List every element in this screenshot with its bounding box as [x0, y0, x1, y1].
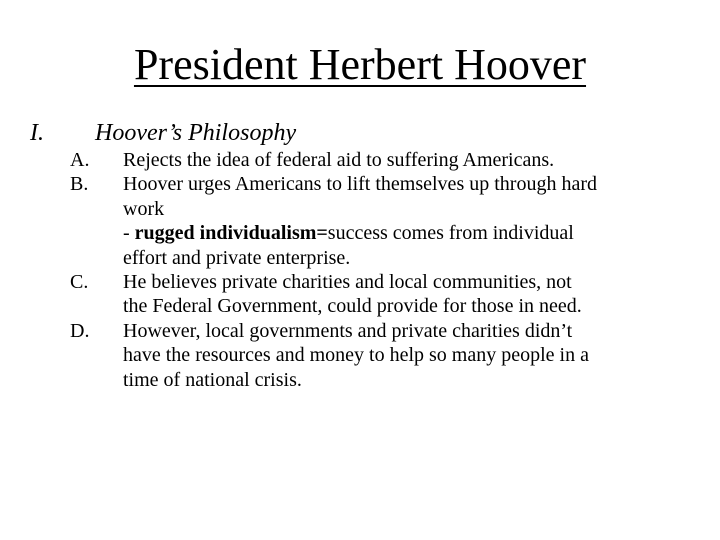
sub-point	[123, 221, 703, 245]
slide-title: President Herbert Hoover	[133, 40, 587, 89]
item-text	[123, 270, 703, 319]
item-line: However, local governments and private charities didn’t	[123, 319, 573, 342]
list-item-d	[0, 319, 720, 392]
item-line: Hoover urges Americans to lift themselves up through hard	[123, 173, 597, 196]
item-letter: A.	[70, 149, 90, 171]
key-term: rugged individualism=	[134, 222, 328, 245]
item-text	[123, 319, 703, 392]
list-item-b	[0, 172, 720, 270]
item-line: Rejects the idea of federal aid to suffering Americans.	[123, 149, 555, 171]
item-line: time of national crisis.	[123, 368, 302, 391]
item-text	[123, 172, 703, 270]
item-line: work	[123, 197, 165, 220]
section-number: I.	[30, 120, 44, 146]
item-line: He believes private charities and local communities, not	[123, 271, 572, 294]
item-text	[123, 148, 703, 172]
item-line: effort and private enterprise.	[123, 246, 351, 269]
item-letter: D.	[70, 319, 90, 342]
item-letter: C.	[70, 271, 89, 294]
sub-prefix: -	[123, 222, 135, 245]
item-line: have the resources and money to help so many people in a	[123, 344, 589, 367]
list-item-c	[0, 270, 720, 319]
outline-list	[0, 148, 720, 392]
list-item-a	[0, 148, 720, 172]
sub-definition: success comes from individual	[327, 222, 574, 245]
section-title: Hoover’s Philosophy	[95, 120, 297, 146]
item-line: the Federal Government, could provide for those in need.	[123, 295, 582, 318]
item-letter: B.	[70, 173, 89, 196]
